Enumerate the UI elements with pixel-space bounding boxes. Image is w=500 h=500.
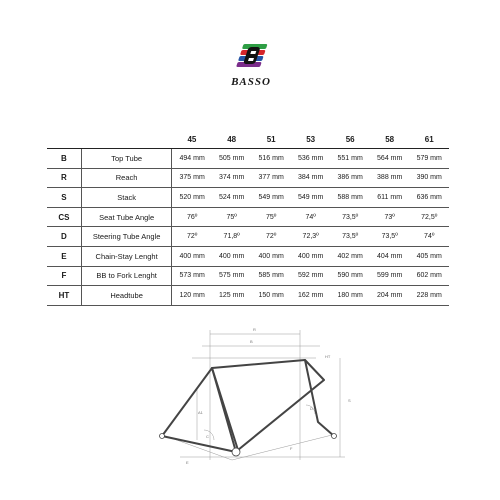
header-empty	[81, 130, 172, 149]
size-header: 48	[212, 130, 252, 149]
cell: 75º	[212, 207, 252, 227]
table-row-chain-stay-length	[47, 246, 449, 266]
header-empty	[47, 130, 81, 149]
label-b: B	[250, 339, 253, 344]
cell: 73,5º	[330, 227, 370, 247]
table-row-headtube	[47, 286, 449, 306]
cell: 76º	[172, 207, 212, 227]
row-label: Steering Tube Angle	[81, 227, 172, 247]
brand-name: BASSO	[231, 76, 271, 88]
basso-logo-mark	[212, 40, 290, 80]
table-row-seat-tube-angle	[47, 207, 449, 227]
label-e: E	[186, 460, 189, 465]
row-label: Headtube	[81, 286, 172, 306]
label-ht: HT	[325, 354, 331, 359]
cell: 516 mm	[251, 149, 290, 169]
bb-fork-dimension-line	[232, 434, 336, 460]
cell: 400 mm	[172, 246, 212, 266]
cell: 536 mm	[291, 149, 331, 169]
cell: 590 mm	[330, 266, 370, 286]
seat-tube	[212, 368, 236, 452]
row-code: D	[47, 227, 81, 247]
cell: 400 mm	[212, 246, 252, 266]
size-header: 53	[291, 130, 331, 149]
cell: 162 mm	[291, 286, 331, 306]
size-header: 56	[330, 130, 370, 149]
table-row-top-tube	[47, 149, 449, 169]
cell: 377 mm	[251, 168, 290, 188]
row-code: B	[47, 149, 81, 169]
rear-dropout	[160, 434, 165, 439]
bottom-bracket	[232, 448, 240, 456]
cell: 375 mm	[172, 168, 212, 188]
cell: 402 mm	[330, 246, 370, 266]
cell: 384 mm	[291, 168, 331, 188]
size-header: 51	[251, 130, 290, 149]
cell: 520 mm	[172, 188, 212, 208]
cell: 551 mm	[330, 149, 370, 169]
cell: 599 mm	[370, 266, 410, 286]
cell: 73º	[370, 207, 410, 227]
row-code: HT	[47, 286, 81, 306]
cell: 400 mm	[251, 246, 290, 266]
size-header: 61	[409, 130, 449, 149]
cell: 74º	[409, 227, 449, 247]
cell: 573 mm	[172, 266, 212, 286]
size-header: 45	[172, 130, 212, 149]
cell: 524 mm	[212, 188, 252, 208]
row-label: Top Tube	[81, 149, 172, 169]
row-code: R	[47, 168, 81, 188]
cell: 150 mm	[251, 286, 290, 306]
size-header: 58	[370, 130, 410, 149]
row-label: BB to Fork Lenght	[81, 266, 172, 286]
cell: 575 mm	[212, 266, 252, 286]
frame-geometry-diagram	[140, 322, 370, 470]
cell: 588 mm	[330, 188, 370, 208]
table-row-steering-tube-angle	[47, 227, 449, 247]
row-code: CS	[47, 207, 81, 227]
cell: 72,3º	[291, 227, 331, 247]
cell: 374 mm	[212, 168, 252, 188]
cell: 180 mm	[330, 286, 370, 306]
logo-b-mark	[243, 47, 261, 64]
cell: 404 mm	[370, 246, 410, 266]
cell: 72,5º	[409, 207, 449, 227]
size-header-row	[47, 130, 449, 149]
label-a1: A1	[198, 410, 203, 415]
row-code: F	[47, 266, 81, 286]
cell: 388 mm	[370, 168, 410, 188]
cell: 228 mm	[409, 286, 449, 306]
cell: 125 mm	[212, 286, 252, 306]
table-row-bb-to-fork-length	[47, 266, 449, 286]
table-row-reach	[47, 168, 449, 188]
cell: 494 mm	[172, 149, 212, 169]
cell: 73,5º	[330, 207, 370, 227]
cell: 549 mm	[251, 188, 290, 208]
front-dropout	[332, 434, 337, 439]
row-label: Chain-Stay Lenght	[81, 246, 172, 266]
cell: 120 mm	[172, 286, 212, 306]
cell: 75º	[251, 207, 290, 227]
cell: 405 mm	[409, 246, 449, 266]
row-code: S	[47, 188, 81, 208]
cell: 204 mm	[370, 286, 410, 306]
label-f: F	[290, 446, 293, 451]
cell: 549 mm	[291, 188, 331, 208]
row-label: Stack	[81, 188, 172, 208]
cell: 602 mm	[409, 266, 449, 286]
table-row-stack	[47, 188, 449, 208]
fork	[305, 360, 334, 436]
cell: 73,5º	[370, 227, 410, 247]
label-s: S	[348, 398, 351, 403]
cell: 74º	[291, 207, 331, 227]
cell: 72º	[251, 227, 290, 247]
cell: 72º	[172, 227, 212, 247]
label-d: D	[310, 406, 313, 411]
label-c: C	[206, 434, 209, 439]
cell: 564 mm	[370, 149, 410, 169]
cell: 592 mm	[291, 266, 331, 286]
row-code: E	[47, 246, 81, 266]
label-r: R	[253, 327, 256, 332]
cell: 386 mm	[330, 168, 370, 188]
cell: 505 mm	[212, 149, 252, 169]
cell: 579 mm	[409, 149, 449, 169]
cell: 611 mm	[370, 188, 410, 208]
frame-diagram-svg	[140, 322, 370, 470]
cell: 400 mm	[291, 246, 331, 266]
cell: 636 mm	[409, 188, 449, 208]
row-label: Reach	[81, 168, 172, 188]
geometry-table	[47, 130, 449, 306]
cell: 390 mm	[409, 168, 449, 188]
cell: 71,8º	[212, 227, 252, 247]
row-label: Seat Tube Angle	[81, 207, 172, 227]
cell: 585 mm	[251, 266, 290, 286]
